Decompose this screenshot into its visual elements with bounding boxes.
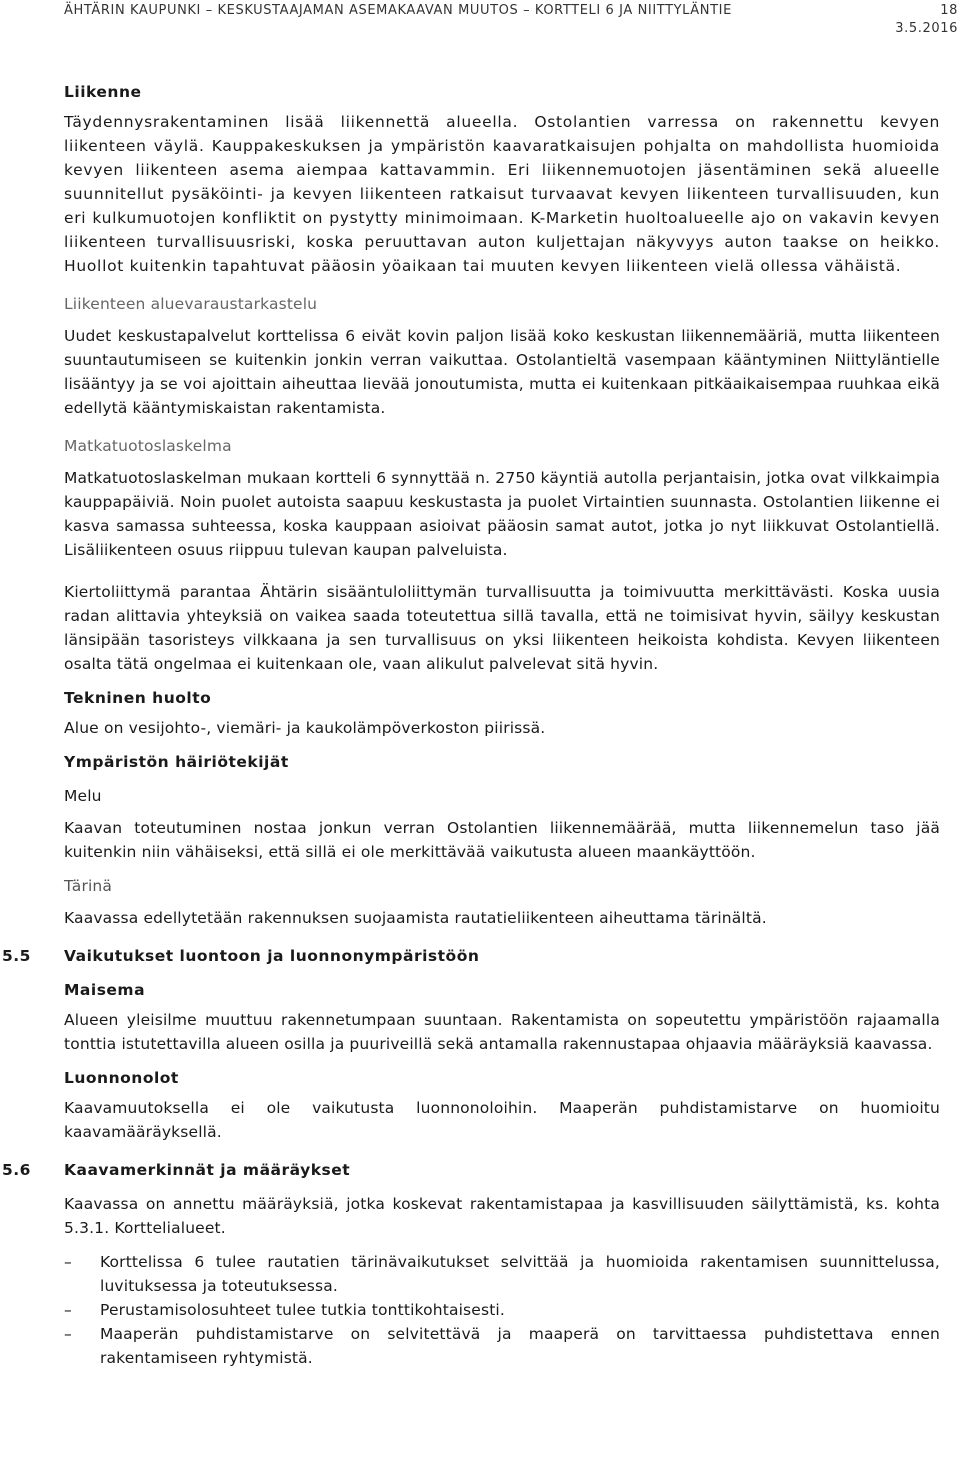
list-item-text: Korttelissa 6 tulee rautatien tärinävaikutukset selvittää ja huomioida rakentamisen suunnittelussa, luvituksessa ja toteutuksessa. (100, 1253, 940, 1295)
list-item-text: Perustamisolosuhteet tulee tutkia tonttikohtaisesti. (100, 1301, 505, 1319)
maisema-paragraph: Alueen yleisilme muuttuu rakennetumpaan suuntaan. Rakentamista on sopeutettu ympäristöön rajaamalla tonttia istutettavilla alueen osilla ja puuriveillä sekä antamalla rakennustapaa ohjaavia määräyksiä kaavassa. (64, 1011, 940, 1053)
matkatuotos-subheading: Matkatuotoslaskelma (64, 437, 232, 455)
aluevaraus-subheading: Liikenteen aluevaraustarkastelu (64, 295, 318, 313)
section-5-6-heading (2, 1158, 940, 1182)
liikenne-paragraph-4: Kiertoliittymä parantaa Ähtärin sisääntuloliittymän turvallisuutta ja toimivuutta merkittävästi. Koska uusia radan alittavia yhteyksiä on vaikea saada toteutettua sillä tavalla, että ne toimisivat hyvin, säilyy keskustan länsipään tasoristeys vilkkaana ja sen turvallisuus on yksi liikenteen heikoista kohdista. Kevyen liikenteen osalta tätä ongelmaa ei kuitenkaan ole, vaan alikulut palvelevat sitä hyvin. (64, 583, 940, 673)
section-5-5-heading (2, 944, 940, 968)
dash-bullet: – (64, 1301, 72, 1319)
melu-subheading: Melu (64, 787, 102, 805)
list-item (64, 1250, 940, 1298)
liikenne-paragraph-2: Uudet keskustapalvelut korttelissa 6 eivät kovin paljon lisää koko keskustan liikennemääriä, mutta liikenteen suuntautumiseen se kuitenkin jonkin verran vaikuttaa. Ostolantieltä vasempaan kääntyminen Niittyläntielle lisääntyy ja se voi ajoittain aiheuttaa lievää jonoutumista, mutta ei kuitenkaan pitkäaikaisempaa ruuhkaa eikä edellytä kääntymiskaistan rakentamista. (64, 327, 940, 417)
section-5-6-number: 5.6 (2, 1161, 31, 1179)
tarina-paragraph: Kaavassa edellytetään rakennuksen suojaamista rautatieliikenteen aiheuttama tärinältä. (64, 909, 767, 927)
maisema-heading: Maisema (64, 981, 146, 999)
tekninen-paragraph: Alue on vesijohto-, viemäri- ja kaukolämpöverkoston piirissä. (64, 719, 546, 737)
hairio-heading: Ympäristön häiriötekijät (64, 753, 289, 771)
page-number: 18 (940, 3, 958, 18)
kaavamerkinnat-paragraph: Kaavassa on annettu määräyksiä, jotka koskevat rakentamistapaa ja kasvillisuuden säilyttämistä, ks. kohta 5.3.1. Korttelialueet. (64, 1195, 940, 1237)
luonnonolot-paragraph: Kaavamuutoksella ei ole vaikutusta luonnonoloihin. Maaperän puhdistamistarve on huomioitu kaavamääräyksellä. (64, 1099, 940, 1141)
luonnonolot-heading: Luonnonolot (64, 1069, 179, 1087)
melu-paragraph: Kaavan toteutuminen nostaa jonkun verran Ostolantien liikennemäärää, mutta liikennemelun taso jää kuitenkin niin vähäiseksi, että sillä ei ole merkittävää vaikutusta alueen maankäyttöön. (64, 819, 940, 861)
tekninen-heading: Tekninen huolto (64, 689, 212, 707)
list-item (64, 1322, 940, 1370)
header-date: 3.5.2016 (895, 21, 958, 36)
maaraykset-list (64, 1250, 940, 1370)
liikenne-heading: Liikenne (64, 83, 142, 101)
section-5-5-title: Vaikutukset luontoon ja luonnonympäristöön (64, 947, 480, 965)
list-item (64, 1298, 940, 1322)
liikenne-paragraph-1: Täydennysrakentaminen lisää liikennettä alueella. Ostolantien varressa on rakennettu kevyen liikenteen väylä. Kauppakeskuksen ja ympäristön kaavaratkaisujen pohjalta on mahdollista huomioida kevyen liikenteen asema aiempaa kattavammin. Eri liikennemuotojen jäsentäminen sekä alueelle suunnitellut pysäköinti- ja kevyen liikenteen ratkaisut turvaavat kevyen liikenteen turvallisuuden, kun eri kulkumuotojen konfliktit on pystytty minimoimaan. K-Marketin huoltoalueelle ajo on vakavin kevyen liikenteen turvallisuusriski, koska peruuttavan auton kuljettajan näkyvyys auton taakse on heikko. Huollot kuitenkin tapahtuvat pääosin yöaikaan tai muuten kevyen liikenteen vielä ollessa vähäistä. (64, 113, 940, 275)
document-body (2, 80, 940, 1370)
tarina-subheading: Tärinä (64, 877, 113, 895)
dash-bullet: – (64, 1325, 72, 1343)
section-5-5-number: 5.5 (2, 947, 31, 965)
dash-bullet: – (64, 1253, 72, 1271)
header-title: ÄHTÄRIN KAUPUNKI – KESKUSTAAJAMAN ASEMAKAAVAN MUUTOS – KORTTELI 6 JA NIITTYLÄNTIE (64, 3, 732, 18)
section-5-6-title: Kaavamerkinnät ja määräykset (64, 1161, 351, 1179)
list-item-text: Maaperän puhdistamistarve on selvitettävä ja maaperä on tarvittaessa puhdistettava ennen rakentamiseen ryhtymistä. (100, 1325, 940, 1367)
liikenne-paragraph-3: Matkatuotoslaskelman mukaan kortteli 6 synnyttää n. 2750 käyntiä autolla perjantaisin, jotka ovat vilkkaimpia kauppapäiviä. Noin puolet autoista saapuu keskustasta ja puolet Virtaintien suunnasta. Ostolantien liikenne ei kasva samassa suhteessa, koska kauppaan asioivat pääosin samat autot, jotka jo nyt liikkuvat Ostolantiellä. Lisäliikenteen osuus riippuu tulevan kaupan palveluista. (64, 469, 940, 559)
